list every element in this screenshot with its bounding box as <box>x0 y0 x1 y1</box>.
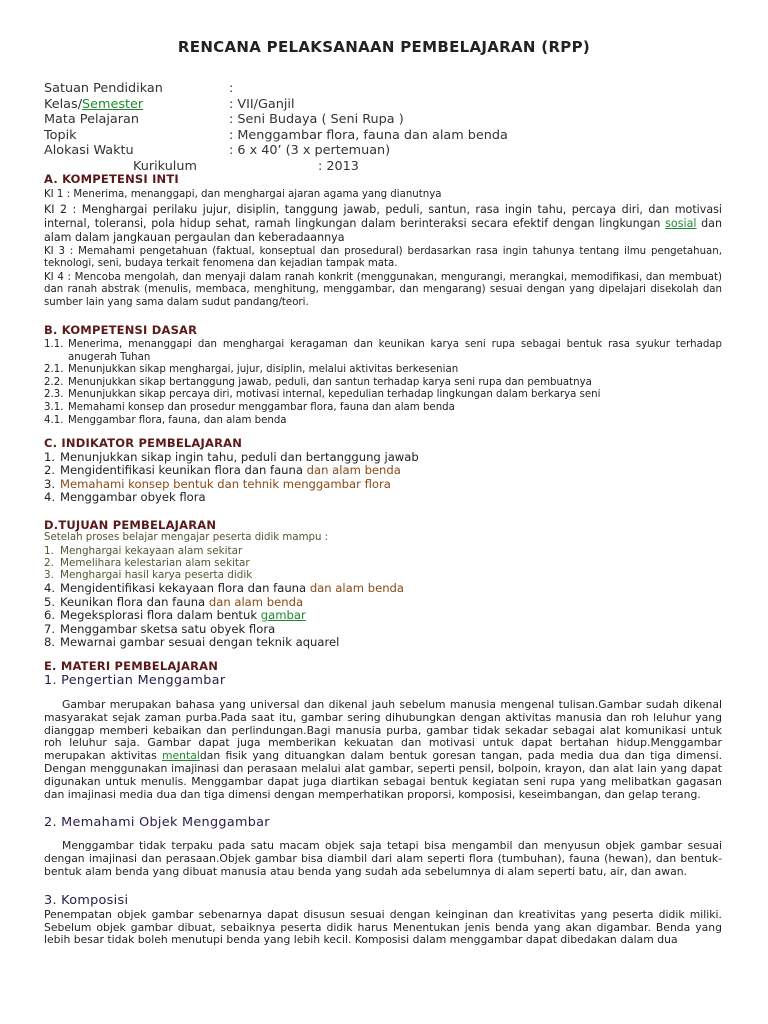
item-number: 4.1. <box>44 414 64 426</box>
item-text-main: Mengidentifikasi keunikan flora dan fauna <box>60 463 307 478</box>
list-item <box>44 596 722 609</box>
item-text <box>60 596 303 609</box>
section-heading: E. MATERI PEMBELAJARAN <box>44 659 219 673</box>
list-item <box>44 609 722 622</box>
sosial-link[interactable]: sosial <box>665 216 697 230</box>
list-item <box>44 478 722 491</box>
item-number: 4. <box>44 490 56 505</box>
tujuan-list <box>44 582 722 649</box>
item-text <box>60 464 401 477</box>
list-item <box>44 636 722 649</box>
identity-row <box>44 112 508 128</box>
paragraph-text: Gambar merupakan bahasa yang universal dan dikenal jauh sebelum manusia mengenal tulisan.Gambar sudah dikenal masyarakat sejak zaman purba.Pada saat itu, gambar sering dihubungkan dengan aktivitas manusia dan roh leluhur yang dianggap memberi kebaikan dan perlindungan.Bagi manusia purba, gambar tidak sekadar sebagai alat komunikasi untuk roh leluhur saja. Gambar dapat juga memberikan kekuatan dan motivasi untuk dapat bertahan hidup.Menggambar merupakan aktivitas <box>44 698 722 763</box>
item-number: 1. <box>44 450 56 464</box>
item-number: 3.1. <box>44 401 64 413</box>
item-text-main: Megeksplorasi flora dalam bentuk <box>60 608 261 623</box>
gambar-link[interactable]: gambar <box>260 608 306 623</box>
mental-link[interactable]: mental <box>161 749 200 763</box>
indikator-list <box>44 451 722 505</box>
tujuan-intro: Setelah proses belajar mengajar peserta didik mampu : <box>44 532 329 543</box>
document-title: RENCANA PELAKSANAAN PEMBELAJARAN (RPP) <box>177 38 591 56</box>
item-text-main: Keunikan flora dan fauna <box>60 594 209 609</box>
item-number: 1. <box>44 544 54 557</box>
ki-2 <box>44 203 722 245</box>
item-text: Menggambar obyek flora <box>60 490 206 505</box>
section-heading: D.TUJUAN PEMBELAJARAN <box>44 518 217 532</box>
ki-3: KI 3 : Memahami pengetahuan (faktual, konseptual dan prosedural) berdasarkan rasa ingin tahunya tentang ilmu pengetahuan, teknologi, seni, budaya terkait fenomena dan kejadian tampak mata. <box>44 245 722 270</box>
section-materi <box>44 659 722 947</box>
identity-row <box>44 97 508 113</box>
identity-label: Mata Pelajaran <box>44 112 139 127</box>
list-item <box>44 557 722 569</box>
item-text-extra: dan alam benda <box>208 594 304 609</box>
ki-1: KI 1 : Menerima, menanggapi, dan menghargai ajaran agama yang dianutnya <box>44 189 442 200</box>
kd-list <box>44 339 722 427</box>
identity-value: : Menggambar flora, fauna dan alam benda <box>229 127 508 143</box>
ki-2-text-end: dan alam dalam jangkauan pergaulan dan keberadaannya <box>44 216 722 244</box>
identity-row <box>44 143 508 159</box>
section-kompetensi-dasar <box>44 323 722 427</box>
item-text: Menghargai kekayaan alam sekitar <box>60 544 243 557</box>
identity-label: Satuan Pendidikan <box>44 81 163 96</box>
list-item <box>44 364 722 377</box>
list-item <box>44 415 722 428</box>
section-kompetensi-inti <box>44 172 722 310</box>
identity-value: : <box>229 81 234 96</box>
item-number: 6. <box>44 608 56 623</box>
list-item <box>44 623 722 636</box>
section-tujuan <box>44 518 722 650</box>
paragraph-text-end: dan fisik yang dituangkan dalam bentuk goresan tangan, pada media dua dan tiga dimensi. Dengan menggunakan imajinasi dan perasaan melalui alat gambar, seperti pensil, bolpoin, krayon, dan alat lain yang dapat digunakan untuk menulis. Menggambar dapat juga diartikan sebagai bentuk kegiatan seni rupa yang melibatkan gagasan dan imajinasi media dua dan tiga dimensi dengan memperhatikan proporsi, komposisi, keseimbangan, dan gelap terang. <box>44 749 722 801</box>
item-text <box>60 582 404 595</box>
item-number: 2. <box>44 463 56 478</box>
item-text <box>60 609 306 622</box>
identity-label: Kurikulum <box>133 158 197 174</box>
item-text: Memahami konsep bentuk dan tehnik menggambar flora <box>60 476 391 491</box>
item-text: Menunjukkan sikap ingin tahu, peduli dan bertanggung jawab <box>60 450 419 464</box>
item-number: 7. <box>44 621 56 636</box>
identity-value: : Seni Budaya ( Seni Rupa ) <box>229 112 404 127</box>
tujuan-list-small <box>44 545 722 582</box>
item-number: 2.2. <box>44 376 64 388</box>
item-number: 3. <box>44 569 54 582</box>
identity-row <box>44 128 508 144</box>
identity-row <box>44 81 508 97</box>
section-heading: A. KOMPETENSI INTI <box>44 172 179 186</box>
list-item <box>44 389 722 402</box>
identity-block <box>44 81 508 174</box>
item-number: 4. <box>44 581 56 596</box>
identity-value: : 6 x 40’ (3 x pertemuan) <box>229 143 391 158</box>
item-text: Mewarnai gambar sesuai dengan teknik aquarel <box>60 635 340 650</box>
list-item <box>44 491 722 504</box>
identity-value: : 2013 <box>318 158 359 174</box>
item-text: Menunjukkan sikap bertanggung jawab, peduli, dan santun terhadap karya seni rupa dan pembuatnya <box>68 376 592 388</box>
item-number: 5. <box>44 594 56 609</box>
item-number: 8. <box>44 635 56 650</box>
item-number: 1.1. <box>44 339 64 350</box>
materi-paragraph-1 <box>44 699 722 801</box>
semester-link[interactable]: Semester <box>82 96 144 112</box>
item-text-extra: dan alam benda <box>309 581 405 596</box>
list-item <box>44 569 722 581</box>
item-text: Menunjukkan sikap menghargai, jujur, disiplin, melalui aktivitas berkesenian <box>68 364 459 376</box>
section-indikator <box>44 436 722 505</box>
list-item <box>44 451 722 464</box>
identity-label: Alokasi Waktu <box>44 143 134 158</box>
materi-paragraph-3: Penempatan objek gambar sebenarnya dapat disusun sesuai dengan keinginan dan kreativitas yang peserta didik miliki. Sebelum objek gambar dibuat, sebaiknya peserta didik harus Menentukan jenis benda yang akan digambar. Benda yang lebih besar tidak boleh menutupi benda yang lebih kecil. Komposisi dalam menggambar dapat dibedakan dalam dua <box>44 907 722 947</box>
item-text: Memelihara kelestarian alam sekitar <box>60 556 250 569</box>
item-text-extra: dan alam benda <box>306 463 401 478</box>
list-item <box>44 545 722 557</box>
item-number: 2.1. <box>44 364 64 376</box>
materi-paragraph-2: Menggambar tidak terpaku pada satu macam objek saja tetapi bisa mengambil dan menyusun objek gambar sesuai dengan imajinasi dan perasaan.Objek gambar bisa diambil dari alam seperti flora (tumbuhan), fauna (hewan), dan bentuk-bentuk alam benda yang dibuat manusia atau benda yang sudah ada sebelumnya di alam seperti batu, air, dan awan. <box>44 839 722 878</box>
item-number: 2. <box>44 556 54 569</box>
identity-label: Topik <box>44 127 77 143</box>
subsection-title: 3. Komposisi <box>44 892 129 908</box>
subsection-title: 1. Pengertian Menggambar <box>44 673 226 688</box>
item-text: Menunjukkan sikap percaya diri, motivasi internal, kepedulian terhadap lingkungan dalam berkarya seni <box>68 389 601 401</box>
list-item <box>44 402 722 415</box>
item-number: 2.3. <box>44 389 64 401</box>
item-number: 3. <box>44 476 56 491</box>
item-text: Menggambar sketsa satu obyek flora <box>60 621 276 636</box>
list-item <box>44 582 722 595</box>
section-heading: C. INDIKATOR PEMBELAJARAN <box>44 436 243 450</box>
list-item <box>44 339 722 364</box>
ki-2-text: KI 2 : Menghargai perilaku jujur, disiplin, tanggung jawab, peduli, santun, rasa ingin tahu, percaya diri, dan motivasi internal, toleransi, pola hidup sehat, ramah lingkungan dalam berinteraksi secara efektif dengan lingkungan <box>44 202 722 230</box>
list-item <box>44 377 722 390</box>
identity-label <box>44 97 229 113</box>
item-text: Menerima, menanggapi dan menghargai keragaman dan keunikan karya seni rupa sebagai bentuk rasa syukur terhadap anugerah Tuhan <box>68 339 722 363</box>
subsection-title: 2. Memahami Objek Menggambar <box>44 815 270 831</box>
item-text: Menggambar flora, fauna, dan alam benda <box>68 414 287 426</box>
item-text: Memahami konsep dan prosedur menggambar flora, fauna dan alam benda <box>68 401 455 413</box>
identity-label-prefix: Kelas/ <box>44 96 83 112</box>
section-heading: B. KOMPETENSI DASAR <box>44 323 198 337</box>
item-text-main: Mengidentifikasi kekayaan flora dan fauna <box>60 581 310 596</box>
identity-value: : VII/Ganjil <box>229 96 295 112</box>
item-text: Menghargai hasil karya peserta didik <box>60 569 253 582</box>
ki-4: KI 4 : Mencoba mengolah, dan menyaji dalam ranah konkrit (menggunakan, mengurangi, merangkai, memodifikasi, dan membuat) dan ranah abstrak (menulis, membaca, menghitung, menggambar, dan mengarang) sesuai dengan yang dipelajari disekolah dan sumber lain yang sama dalam sudut pandang/teori. <box>44 271 722 308</box>
list-item <box>44 464 722 477</box>
